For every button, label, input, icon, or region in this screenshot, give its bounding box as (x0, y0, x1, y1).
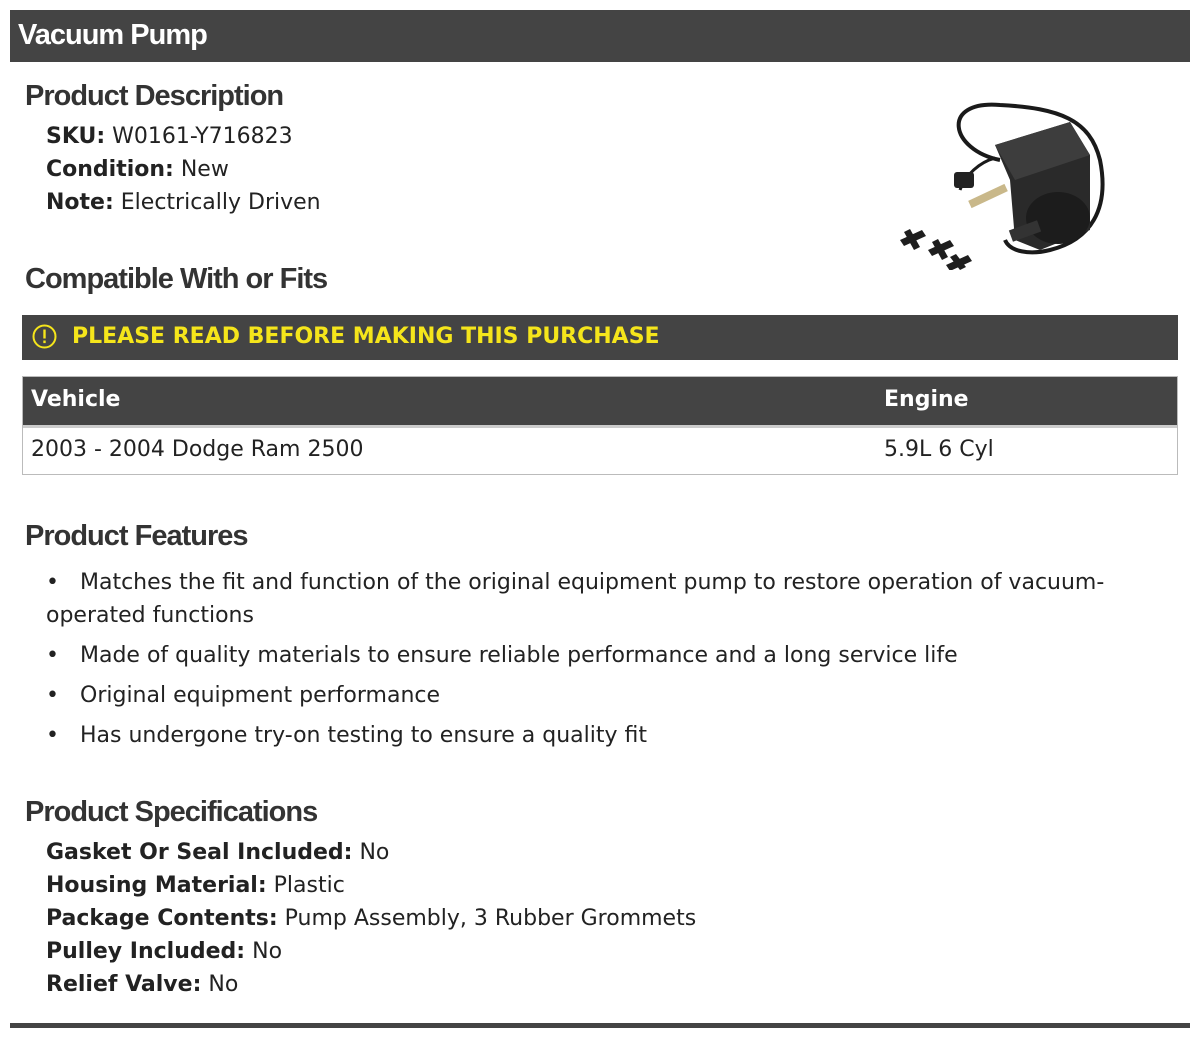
condition-label: Condition: (46, 157, 174, 182)
title-bar (10, 10, 1190, 62)
compatibility-heading: Compatible With or Fits (25, 263, 328, 295)
exclamation-circle-icon (32, 324, 57, 349)
spec-package (46, 902, 696, 935)
warning-text: PLEASE READ BEFORE MAKING THIS PURCHASE (72, 324, 660, 349)
features-list (46, 566, 1136, 759)
features-heading: Product Features (25, 520, 248, 552)
spec-value: No (208, 972, 239, 997)
vacuum-pump-image (890, 100, 1130, 270)
bullet-icon: • (46, 683, 59, 708)
bullet-icon: • (46, 570, 59, 595)
condition-line (46, 153, 229, 186)
spec-label: Pulley Included: (46, 939, 246, 964)
note-label: Note: (46, 190, 114, 215)
fitment-table (22, 376, 1178, 475)
sku-value: W0161-Y716823 (112, 124, 293, 149)
note-value: Electrically Driven (120, 190, 321, 215)
vehicle-cell: 2003 - 2004 Dodge Ram 2500 (31, 437, 364, 462)
condition-value: New (180, 157, 229, 182)
list-item: • Original equipment performance (46, 679, 1136, 712)
specifications-heading: Product Specifications (25, 796, 318, 828)
spec-housing (46, 869, 345, 902)
engine-cell: 5.9L 6 Cyl (884, 437, 994, 462)
note-line (46, 186, 321, 219)
spec-label: Housing Material: (46, 873, 267, 898)
bottom-divider (10, 1023, 1190, 1028)
sku-line (46, 120, 293, 153)
table-header (23, 377, 1177, 428)
spec-gasket (46, 836, 389, 869)
purchase-warning-bar[interactable] (22, 315, 1178, 360)
spec-value: No (359, 840, 390, 865)
spec-label: Package Contents: (46, 906, 278, 931)
spec-label: Relief Valve: (46, 972, 202, 997)
bullet-icon: • (46, 643, 59, 668)
spec-relief (46, 968, 238, 1001)
column-header-engine: Engine (884, 387, 969, 412)
spec-value: Pump Assembly, 3 Rubber Grommets (284, 906, 697, 931)
list-item: • Matches the fit and function of the original equipment pump to restore operation of vacuum-operated functions (46, 566, 1136, 632)
page-title: Vacuum Pump (18, 19, 207, 51)
spec-value: No (252, 939, 283, 964)
table-row (23, 428, 1177, 474)
spec-label: Gasket Or Seal Included: (46, 840, 353, 865)
list-item: • Made of quality materials to ensure reliable performance and a long service life (46, 639, 1136, 672)
sku-label: SKU: (46, 124, 106, 149)
list-item: • Has undergone try-on testing to ensure a quality fit (46, 719, 1136, 752)
spec-value: Plastic (273, 873, 345, 898)
bullet-icon: • (46, 723, 59, 748)
description-heading: Product Description (25, 80, 284, 112)
spec-pulley (46, 935, 282, 968)
column-header-vehicle: Vehicle (31, 387, 121, 412)
